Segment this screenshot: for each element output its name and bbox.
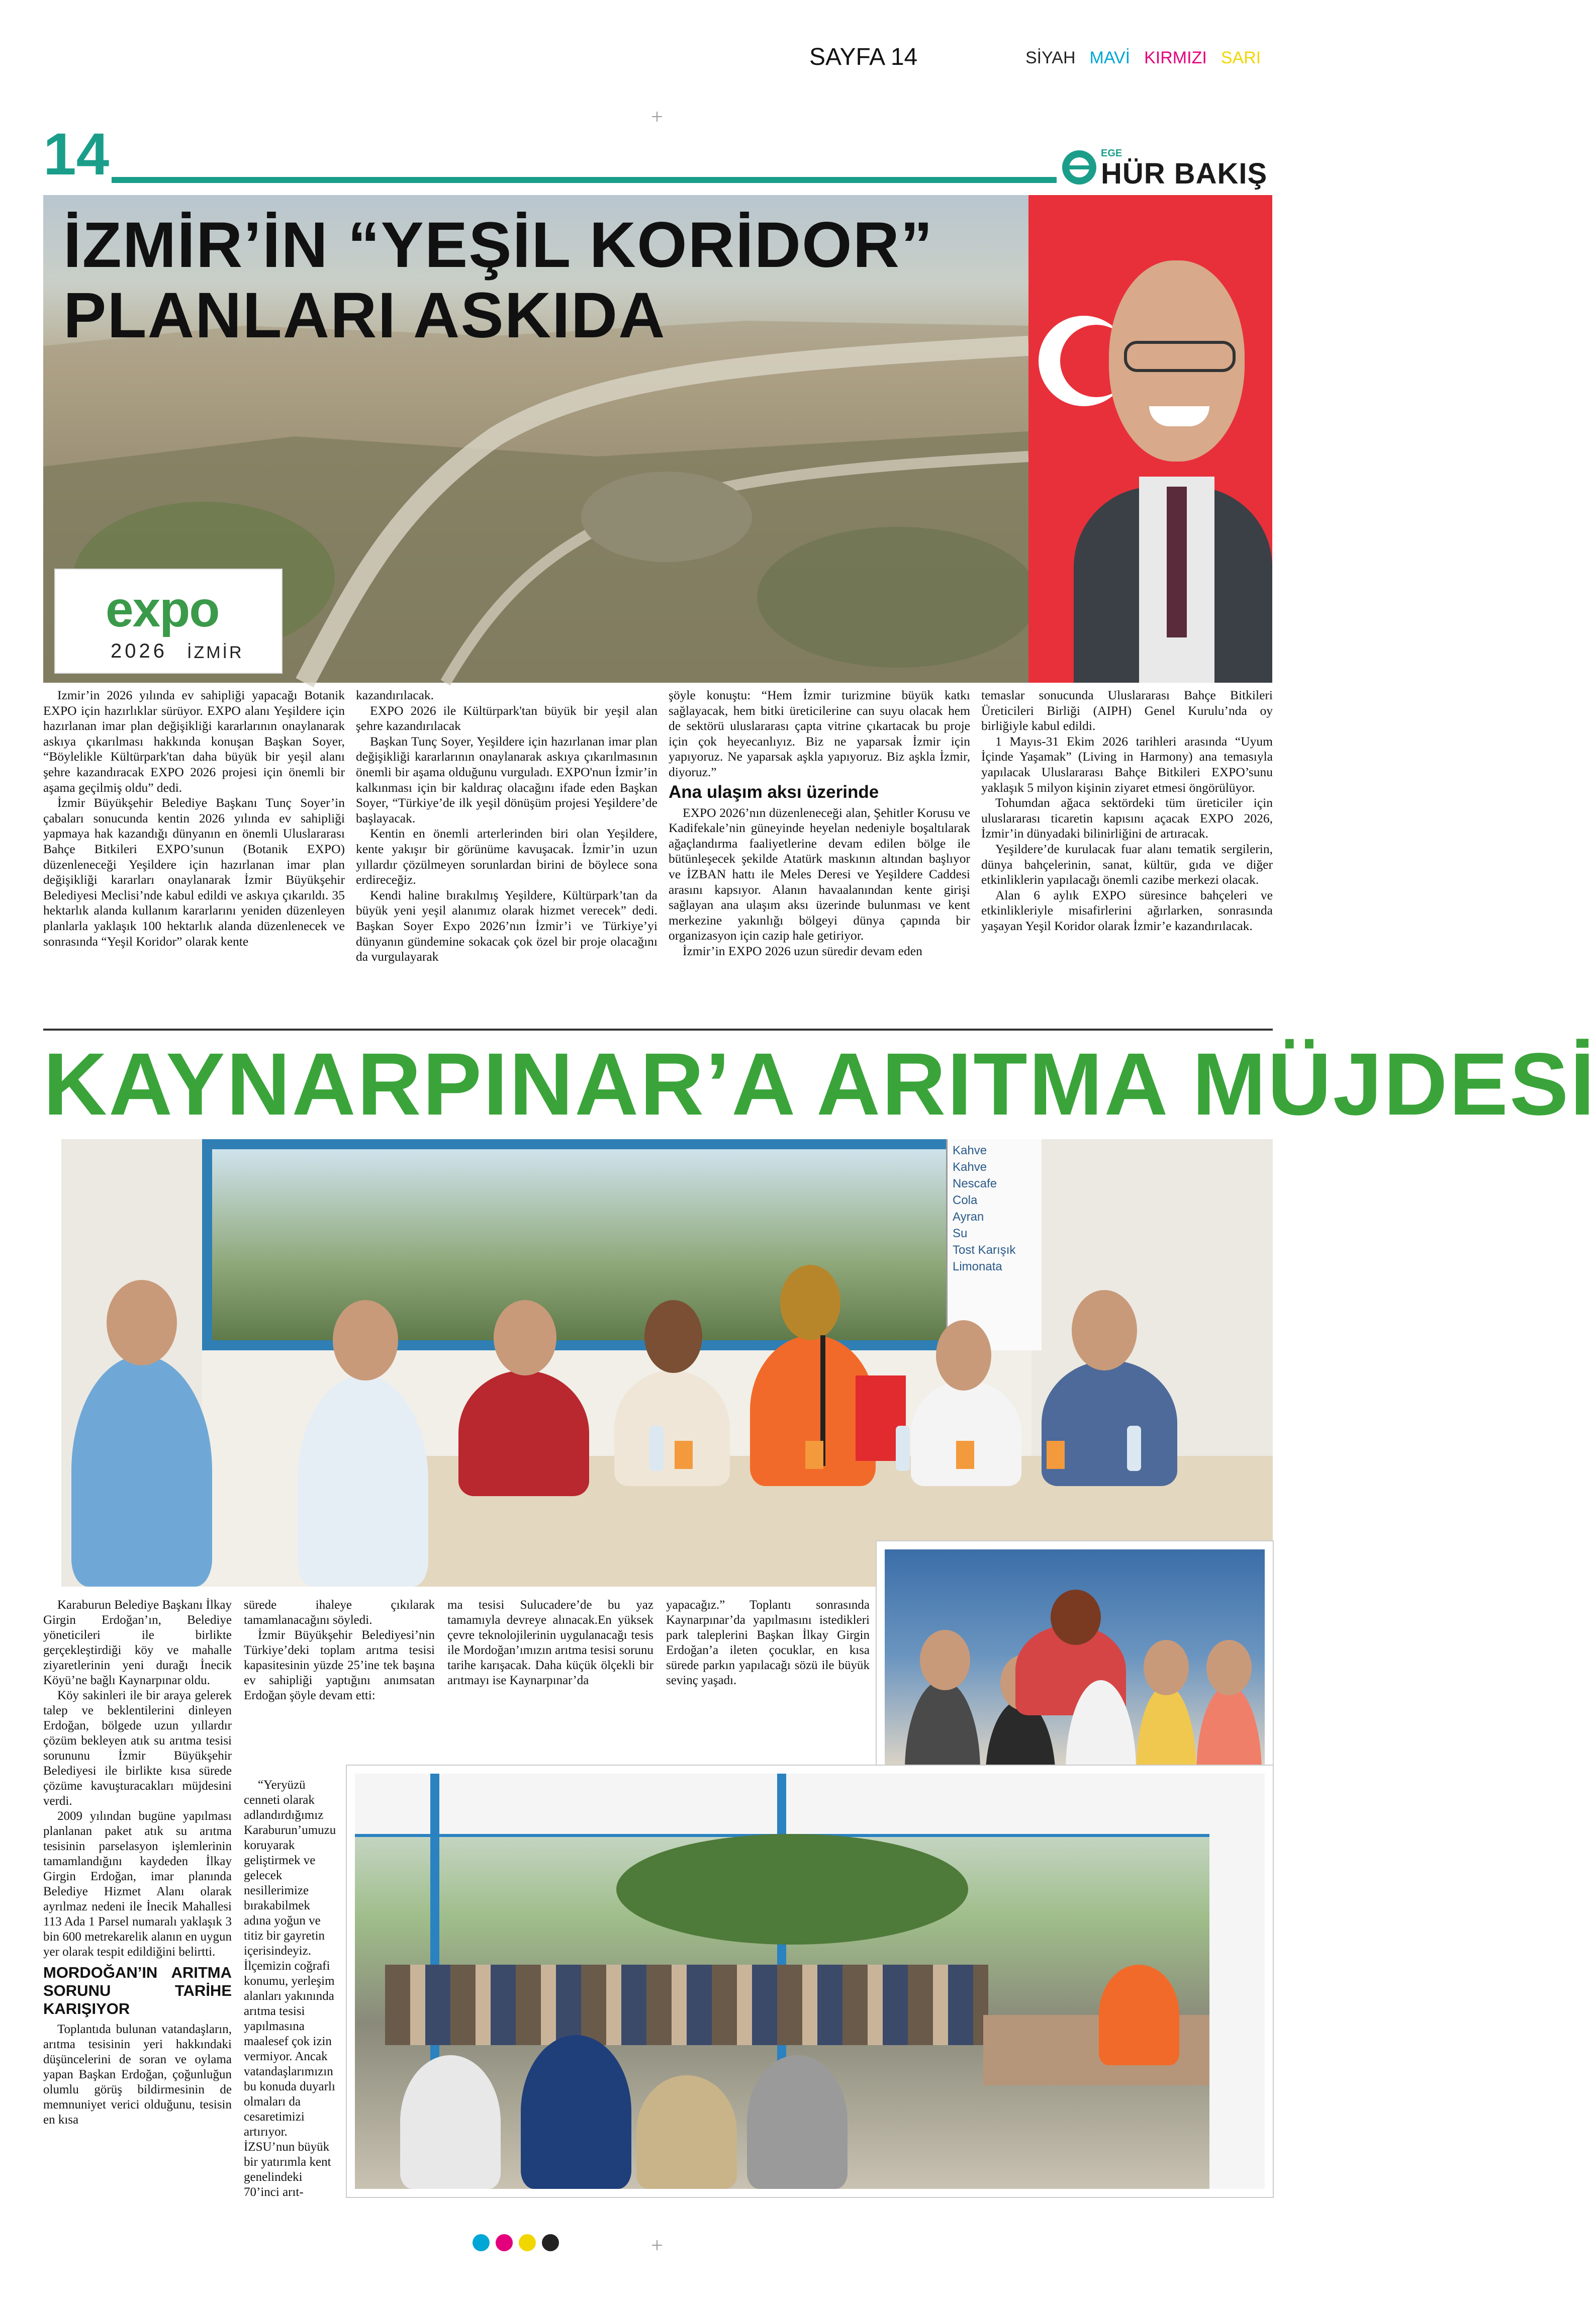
brand-logo [1061,146,1282,191]
article1-col2-p1: kazandırılacak. [356,688,434,702]
menu-item: Limonata [953,1260,1002,1273]
portrait-mayor [1054,215,1272,683]
article1-subhead: Ana ulaşım aksı üzerinde [669,782,879,802]
article1-col3-p2: İzmir’in EXPO 2026 uzun süredir devam eden [683,943,922,958]
cup [1047,1441,1065,1469]
cup [805,1441,823,1469]
color-label-magenta: KIRMIZI [1144,48,1207,67]
attendee [636,2075,737,2189]
article2-col1-p2: Köy sakinleri ile bir araya gelerek talep ve beklentilerini dinleyen Erdoğan, bölgede uzun yıllardır çözüm bekleyen atık su arıtma tesisi sorununu İzmir Büyükşehir Belediyesi ile birlikte kısa sürede çözüme kavuşturacakları müjdesini verdi. [43,1689,232,1808]
brand-name: HÜR BAKIŞ [1101,157,1268,190]
crop-mark-top [652,112,662,122]
expo-badge [55,570,281,673]
person-head [936,1320,991,1391]
article2-col1-p3: 2009 yılından bugüne yapılması planlanan paket atık su arıtma tesisinin parselasyon işlemlerinin tamamlandığını kaydeden İlkay Girgin Erdoğan, imar planında Belediye Hizmet Alanı olarak ayrılmaz nedeni ile İnecik Mahallesi 113 Ada 1 Parsel numaralı yaklaşık 3 bin 600 metrekarelik alanın en uygun yer olarak tespit edildiğini belirtti. [43,1809,232,1959]
article1-col2-p2: EXPO 2026 ile Kültürpark'tan büyük bir yeşil alan şehre kazandırılacak [356,703,658,733]
article1-col4-p5: Alan 6 aylık EXPO süresince bahçeleri ve etkinlikleriyle misafirlerini ağırlarken, sonrasında yaşayan Yeşil Koridor olarak İzmir’e kazandırılacak. [981,887,1273,933]
person-red-shirt [458,1370,589,1496]
article1-title-line2: PLANLARI ASKIDA [63,280,666,351]
article-divider [43,1029,1273,1031]
brand-e-icon [1061,149,1098,186]
article2-column-1 [43,1598,232,2128]
water-bottle [1127,1426,1141,1471]
speaker [1099,1965,1179,2065]
article1-col2-p5: Kendi haline bırakılmış Yeşildere, Kültürpark’tan da büyük yeni yeşil alanımız olarak hizmet verecek” dedi. Başkan Soyer Expo 2026’nın İzmir’i ve Türkiye’yi dünyanın gündemine sokacak çok özel bir proje olacağını da vurgulayarak [356,887,658,964]
white-banner [1209,1834,1265,2189]
menu-item: Kahve [953,1144,987,1157]
brand-small: EGE [1101,148,1122,159]
article2-col2-p1: sürede ihaleye çıkılarak tamamlanacağını söyledi. [244,1598,435,1627]
article2-title: KAYNARPINAR’A ARITMA MÜJDESİ [43,1035,1596,1134]
page-number: 14 [43,121,110,188]
child-head [1144,1640,1189,1695]
person-left-uniform [71,1355,212,1587]
person-head [107,1280,177,1365]
meeting-photo-main [61,1139,1273,1587]
person-head [1072,1290,1137,1370]
dot-cyan [473,2234,490,2251]
person-head [494,1300,556,1375]
tree-canopy [616,1834,968,1945]
article2-col2-p2: İzmir Büyükşehir Belediyesi’nin Türkiye’deki toplam arıtma tesisi kapasitesinin yüzde 25’ine tek başına ev sahipliği yaptığını anımsatan Erdoğan şöyle devam etti: [244,1628,435,1702]
cup [675,1441,693,1469]
article1-col1-p1: Izmir’in 2026 yılında ev sahipliği yapacağı Botanik EXPO için hazırlıklar sürüyor. EXPO alanı Yeşildere için hazırlanan imar plan değişikliği kararlarının onaylanarak askıya çıkarılması hakkında konuşan Başkan Soyer, “Böylelikle Kültürpark'tan daha büyük bir yeşil alanı şehre kazandıracak EXPO 2026 projesi için önemli bir aşama geçilmiş oldu” dedi. [43,688,345,795]
person-white-shirt [298,1375,428,1587]
menu-item: Su [953,1227,968,1240]
child-head [920,1630,970,1690]
expo-logo-text: expo [106,581,219,637]
article1-title-line1: İZMİR’İN “YEŞİL KORİDOR” [63,209,934,281]
person-head [644,1300,702,1373]
attendee [521,2035,631,2189]
crowd-photo [347,1766,1273,2197]
article2-col4-p1: yapacağız.” Toplantı sonrasında Kaynarpınar’da yapılmasını istedikleri park taleplerini Başkan İlkay Girgin Erdoğan’a ileten çocuklar, en kısa sürede parkın yapılacağı sözü ile büyük sevinç yaşadı. [666,1598,870,1687]
cafe-menu-board [946,1139,1042,1350]
dot-magenta [496,2234,513,2251]
color-bar-labels [1025,48,1261,68]
article2-column-2-narrow [244,1778,339,2200]
article1-column-3 [669,688,970,959]
article2-column-2-top [244,1598,435,1703]
header-rule [112,177,1057,183]
dot-yellow [519,2234,536,2251]
article1-column-1 [43,688,345,949]
article1-col3-p1: EXPO 2026’nın düzenleneceği alan, Şehitler Korusu ve Kadifekale’nin güneyinde heyelan nedeniyle boşaltılarak ağaçlandırma faaliyetlerine devam edilen bölge ile bütünleşecek şekilde Atatürk maskının altından başlıyor ve İZBAN hattı ile Meles Deresi ve Yeşildere Caddesi arasını kapsıyor. Alanın havaalanından kente girişi sağlayan ana ulaşım aksı üzerinde bulunması ve kent merkezine yakınlığı bölgeyi dünya çapında bir organizasyon için cazip hale getiriyor. [669,805,970,943]
adult-head [1051,1590,1101,1645]
person-cream-top [614,1370,730,1486]
article1-title [63,210,933,351]
crowd-row [385,1965,988,2045]
child-head [1206,1640,1252,1695]
page-label: SAYFA 14 [809,44,918,70]
water-bottle [896,1426,910,1471]
menu-item: Kahve [953,1160,987,1174]
article2-col1-after: Toplantıda bulunan vatandaşların, arıtma tesisinin yeri hakkındaki düşüncelerini de soran ve oylama yapan Başkan Erdoğan, çoğunluğun olumlu görüş bildirmesinin de memnuniyet verici olduğunu, tesisin en kısa [43,2022,232,2127]
article1-col4-p1: temaslar sonucunda Uluslararası Bahçe Bitkileri Üreticileri Birliği (AIPH) Genel Kurulu’nda oy birliğiyle kabul edildi. [981,688,1273,733]
article1-col3-intro: şöyle konuştu: “Hem İzmir turizmine büyük katkı sağlayacak, hem bitki üreticilerine can suyu olacak hem de sektörü uluslararası çapta vitrine çıkartacak bu proje için çok heyecanlıyız. Biz ne yaparsak İzmir için yapıyoruz. Ne yaparsak aşkla yapıyoruz. Biz aşkla İzmir, diyoruz.” [669,688,970,779]
menu-item: Nescafe [953,1177,997,1190]
window-view [212,1149,1021,1340]
color-label-yellow: SARI [1221,48,1261,67]
article2-column-4 [666,1598,870,1688]
article2-col3-p1: ma tesisi Sulucadere’de bu yaz tamamıyla devreye alınacak.En yüksek çevre teknolojilerinin uygulanacağı tesis ile Mordoğan’ımızın arıtma tesisi sorunu tarihe karışacak. Daha küçük ölçekli bir arıtmayı ise Kaynarpınar’da [447,1598,653,1687]
menu-item: Cola [953,1193,978,1207]
article2-col1-p1: Karaburun Belediye Başkanı İlkay Girgin Erdoğan’ın, Belediye yöneticileri ile birlikte gerçekleştirdiği köy ve mahalle ziyaretlerinin yeni durağı İnecik Köyü’ne bağlı Kaynarpınar oldu. [43,1598,232,1687]
article1-column-4 [981,688,1273,934]
hero-photo-izmir-aerial [43,195,1272,683]
person-head [780,1265,840,1340]
awning [355,1774,1265,1837]
article2-col2-quote: “Yeryüzü cenneti olarak adlandırdığımız Karaburun’umuzu koruyarak geliştirmek ve gelecek nesillerimize bırakabilmek adına yoğun ve titiz bir gayretin içerisindeyiz. İlçemizin coğrafi konumu, yerleşim alanları yakınında arıtma tesisi yapılmasına maalesef çok izin vermiyor. Ancak vatandaşlarımızın bu konuda duyarlı olmaları da cesaretimizi artırıyor. İZSU’nun büyük bir yatırımla kent genelindeki 70’inci arıt- [244,1778,336,2199]
expo-city: İZMİR [187,643,244,662]
article1-column-2 [356,688,658,965]
attendee [747,2055,848,2189]
article2-column-3 [447,1598,653,1688]
article1-col4-p2: 1 Mayıs-31 Ekim 2026 tarihleri arasında “Uyum İçinde Yaşamak” (Living in Harmony) ana temasıyla yapılacak Uluslararası Bahçe Bitkileri EXPO’sunu yaklaşık 5 milyon kişinin ziyaret etmesi öngörülüyor. [981,733,1273,795]
article1-col4-p4: Yeşildere’de kurulacak fuar alanı tematik sergilerin, dünya bahçelerinin, sanat, kültür, gıda ve diğer etkinliklerin yapılacağı önemli cazibe merkezi olacak. [981,841,1273,887]
article1-col2-p3: Başkan Tunç Soyer, Yeşildere için hazırlanan imar plan değişikliği kararlarının onaylanarak askıya çıkarılmasının önemli bir aşama olduğunu vurguladı. EXPO'nun İzmir’in kalkınması için bir kaldıraç olacağını ifade eden Başkan Soyer, “Türkiye’de ilk yeşil dönüşüm projesi Yeşildere’de başlayacak. [356,733,658,825]
person-white-top [911,1381,1021,1486]
cup [956,1441,974,1469]
menu-item: Tost Karışık [953,1243,1016,1257]
article1-col4-p3: Tohumdan ağaca sektördeki tüm üreticiler için uluslararası ticaretin kapısını açacak EXPO 2026, İzmir’in dünyadaki bilinirliğini de artıracak. [981,795,1273,841]
article1-col1-p2: İzmir Büyükşehir Belediye Başkanı Tunç Soyer’in çabaları sonucunda kentin 2026 yılında ev sahipliği yapmaya hak kazandığı dünyanın en önemli Uluslararası Bahçe Bitkileri EXPO’sunun (Botanik EXPO) düzenleneceği Yeşildere için hazırlanan imar plan değişikliği kararları onaylanarak İzmir Büyükşehir Belediyesi Meclisi’nde kabul edildi ve askıya çıkarıldı. 35 hektarlık alanda kullanım kararlarını yeniden düzenleyen planlarla yaklaşık 100 hektarlık alanda düzenlenecek ve sonrasında “Yeşil Koridor” olarak kente [43,795,345,949]
attendee [400,2055,501,2189]
expo-year: 2026 [111,640,167,662]
color-label-cyan: MAVİ [1089,48,1131,67]
crop-mark-bottom [652,2240,662,2250]
water-bottle [649,1426,664,1471]
person-head [333,1300,398,1381]
registration-dots [473,2234,559,2251]
article2-subhead: MORDOĞAN’IN ARITMA SORUNU TARİHE KARIŞIYOR [43,1964,232,2017]
color-label-black: SİYAH [1025,48,1076,67]
menu-item: Ayran [953,1210,984,1224]
dot-black [542,2234,559,2251]
article1-col2-p4: Kentin en önemli arterlerinden biri olan Yeşildere, kente yakışır bir görünüme kavuşacak. İzmir’in uzun yıllardır çözülmeyen sorunlardan birini de böylece sona erdireceğiz. [356,826,658,887]
